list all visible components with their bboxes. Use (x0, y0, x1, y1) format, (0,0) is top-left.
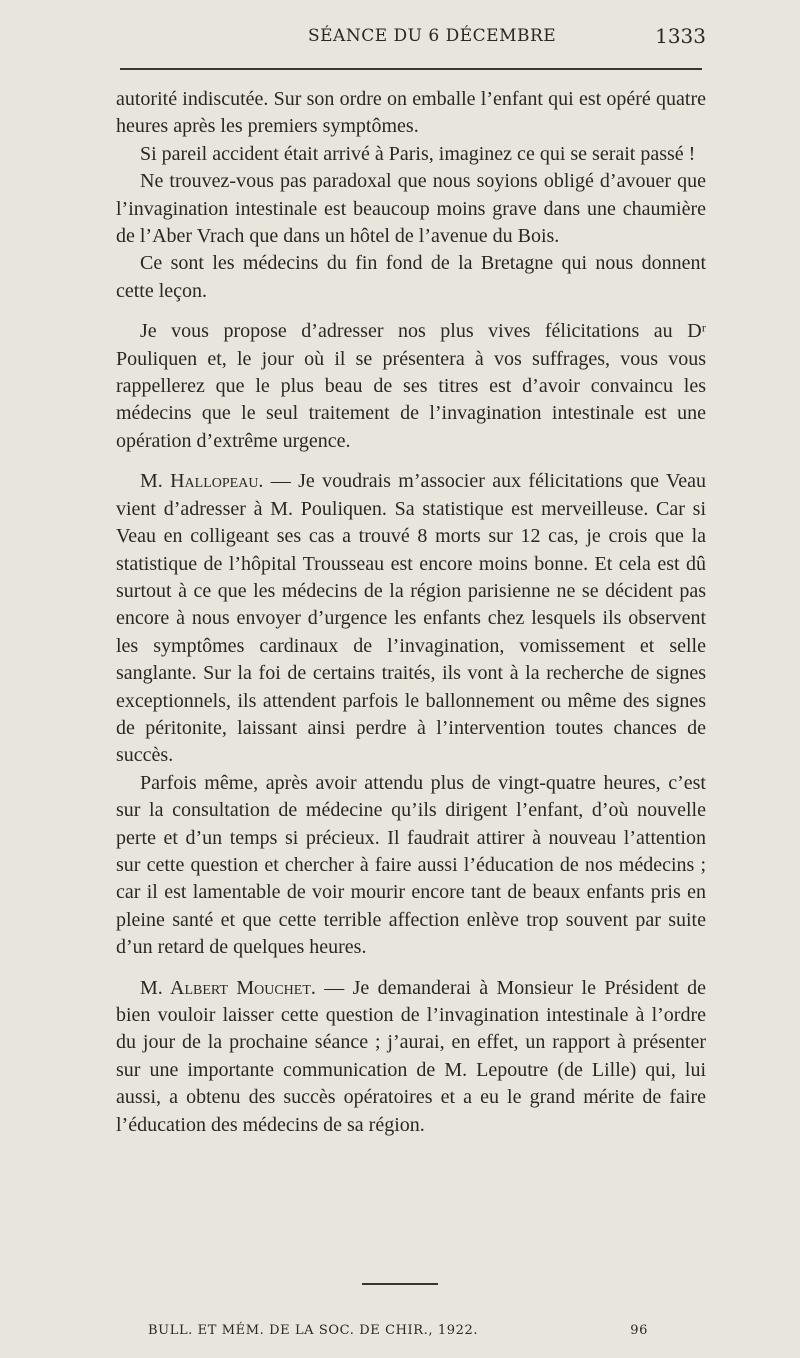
speaker-name: M. Albert Mouchet. (140, 976, 316, 999)
page-footer (148, 1323, 648, 1345)
paragraph-text: Parfois même, après avoir attendu plus de vingt-quatre heures, c’est sur la consultation de médecine qu’ils dirigent l’enfant, d’où nouvelle perte et d’un temps si précieux. Il faudrait attirer à nouveau l’attention sur cette question et chercher à faire aussi l’éducation de nos médecins ; car il est lamentable de voir mourir encore tant de beaux enfants pris en pleine santé et que cette terrible affection enlève trop souvent par suite d’un retard de quelques heures. (116, 771, 706, 959)
section-end-rule (362, 1283, 438, 1285)
footer-signature: 96 (630, 1323, 648, 1338)
paragraph-text: Ce sont les médecins du fin fond de la Bretagne qui nous donnent cette leçon. (116, 252, 706, 302)
running-title: SÉANCE DU 6 DÉCEMBRE (308, 26, 557, 46)
speaker-paragraph (116, 468, 706, 769)
paragraph (116, 250, 706, 305)
paragraph (116, 141, 706, 168)
paragraph (116, 86, 706, 141)
paragraph-text: — Je demanderai à Monsieur le Président de bien vouloir laisser cette question de l’invagination intestinale à l’ordre du jour de la prochaine séance ; j’aurai, en effet, un rapport à présenter sur une importante communication de M. Lepoutre (de Lille) qui, lui aussi, a obtenu des succès opératoires et a eu le grand mérite de faire l’éducation des médecins de sa région. (116, 976, 706, 1136)
speaker-name: M. Hallopeau. (140, 470, 264, 493)
footer-citation: BULL. ET MÉM. DE LA SOC. DE CHIR., 1922. (148, 1323, 479, 1338)
body-text (116, 86, 706, 1139)
paragraph-text: Ne trouvez-vous pas paradoxal que nous soyions obligé d’avouer que l’invagination intestinale est beaucoup moins grave dans une chaumière de l’Aber Vrach que dans un hôtel de l’avenue du Bois. (116, 170, 706, 248)
paragraph-text: Si pareil accident était arrivé à Paris, imaginez ce qui se serait passé ! (140, 142, 696, 165)
paragraph-text: — Je voudrais m’associer aux félicitations que Veau vient d’adresser à M. Pouliquen. Sa statistique est merveilleuse. Car si Veau en colligeant ses cas a trouvé 8 morts sur 12 cas, je crois que la statistique de l’hôpital Trousseau est encore moins bonne. Et cela est dû surtout à ce que les médecins de la région parisienne ne se décident pas encore à nous envoyer d’urgence les enfants chez lesquels ils observent les symptômes cardinaux de l’invagination, vomissement et selle sanglante. Sur la foi de certains traités, ils vont à la recherche de signes exceptionnels, ils attendent parfois le ballonnement ou même des signes de péritonite, laissant ainsi perdre à l’intervention toutes chances de succès. (116, 470, 706, 767)
page-number: 1333 (655, 24, 706, 48)
header-rule (120, 68, 702, 70)
page-header (116, 24, 706, 54)
paragraph-text: autorité indiscutée. Sur son ordre on emballe l’enfant qui est opéré quatre heures après les premiers symptômes. (116, 88, 706, 138)
paragraph-text: Je vous propose d’adresser nos plus vives félicitations au Dʳ Pouliquen et, le jour où il se présentera à vos suffrages, vous vous rappellerez que le plus beau de ses titres est d’avoir convaincu les médecins que le seul traitement de l’invagination intestinale est une opération d’extrême urgence. (116, 320, 706, 452)
paragraph (116, 318, 706, 455)
paragraph (116, 770, 706, 962)
speaker-paragraph (116, 975, 706, 1139)
paragraph (116, 168, 706, 250)
